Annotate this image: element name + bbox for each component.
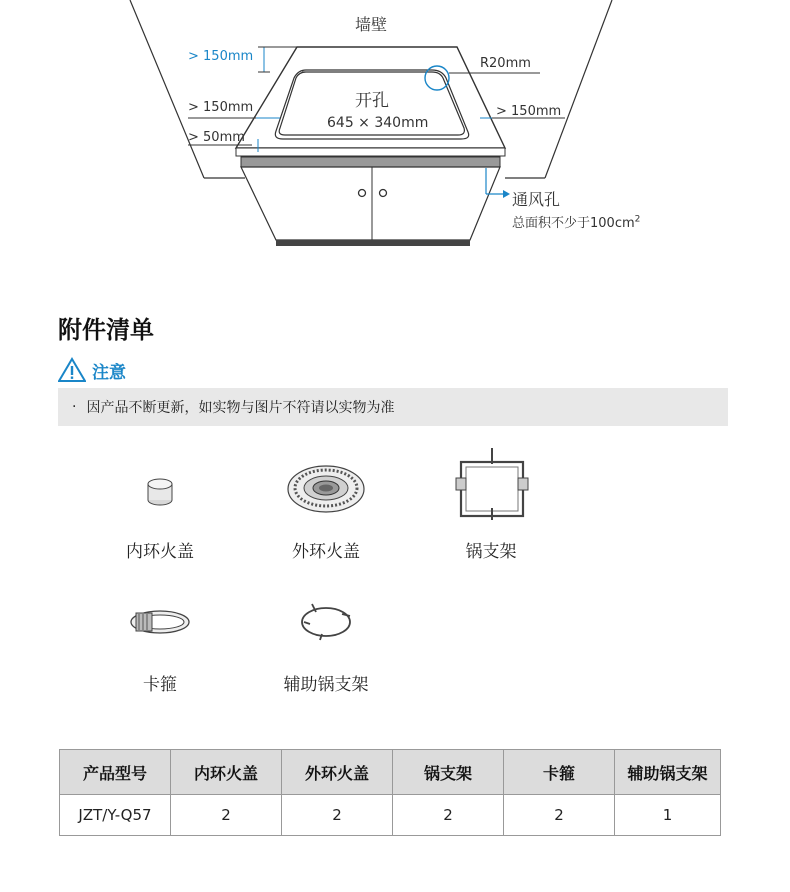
accessory-label-clamp: 卡箍	[143, 675, 177, 695]
accessory-label-pot-support: 锅支架	[465, 542, 517, 562]
installation-diagram	[0, 0, 790, 260]
table-header-row	[60, 750, 721, 795]
table-cell: JZT/Y-Q57	[60, 795, 171, 836]
notice-label: 注意	[92, 362, 126, 383]
table-header: 辅助锅支架	[615, 750, 721, 795]
dim-front-label: > 50mm	[188, 130, 245, 145]
section-title: 附件清单	[58, 316, 154, 344]
table-cell: 2	[171, 795, 282, 836]
corner-radius-label: R20mm	[480, 56, 531, 71]
cutout-label: 开孔	[355, 91, 389, 111]
notice-heading	[58, 356, 126, 384]
dim-top-label: > 150mm	[188, 49, 254, 64]
table-header: 外环火盖	[282, 750, 393, 795]
auxiliary-pot-support-icon	[296, 600, 356, 642]
bullet: ·	[72, 399, 77, 415]
dim-right-label: > 150mm	[496, 104, 562, 119]
cutout-size: 645 × 340mm	[327, 115, 429, 131]
table-header: 卡箍	[504, 750, 615, 795]
accessory-table	[59, 749, 721, 836]
vent-note: 总面积不少于$100cm^2$	[512, 214, 641, 231]
table-header: 锅支架	[393, 750, 504, 795]
notice-bar	[58, 388, 728, 426]
inner-burner-cap-icon	[142, 474, 178, 508]
accessory-label-inner-cap: 内环火盖	[126, 542, 194, 562]
accessory-label-outer-cap: 外环火盖	[292, 542, 360, 562]
table-header: 内环火盖	[171, 750, 282, 795]
table-header: 产品型号	[60, 750, 171, 795]
wall-label: 墙壁	[355, 15, 388, 34]
dim-left-label: > 150mm	[188, 100, 254, 115]
table-cell: 2	[504, 795, 615, 836]
table-cell: 1	[615, 795, 721, 836]
vent-label: 通风孔	[512, 190, 561, 209]
outer-burner-cap-icon	[286, 462, 366, 514]
table-cell: 2	[393, 795, 504, 836]
pot-support-icon	[454, 446, 530, 522]
warning-icon	[58, 357, 86, 383]
table-row	[60, 795, 721, 836]
table-cell: 2	[282, 795, 393, 836]
accessory-label-aux-support: 辅助锅支架	[283, 675, 369, 695]
clamp-icon	[128, 604, 192, 638]
notice-text: 因产品不断更新，如实物与图片不符请以实物为准	[86, 400, 395, 416]
